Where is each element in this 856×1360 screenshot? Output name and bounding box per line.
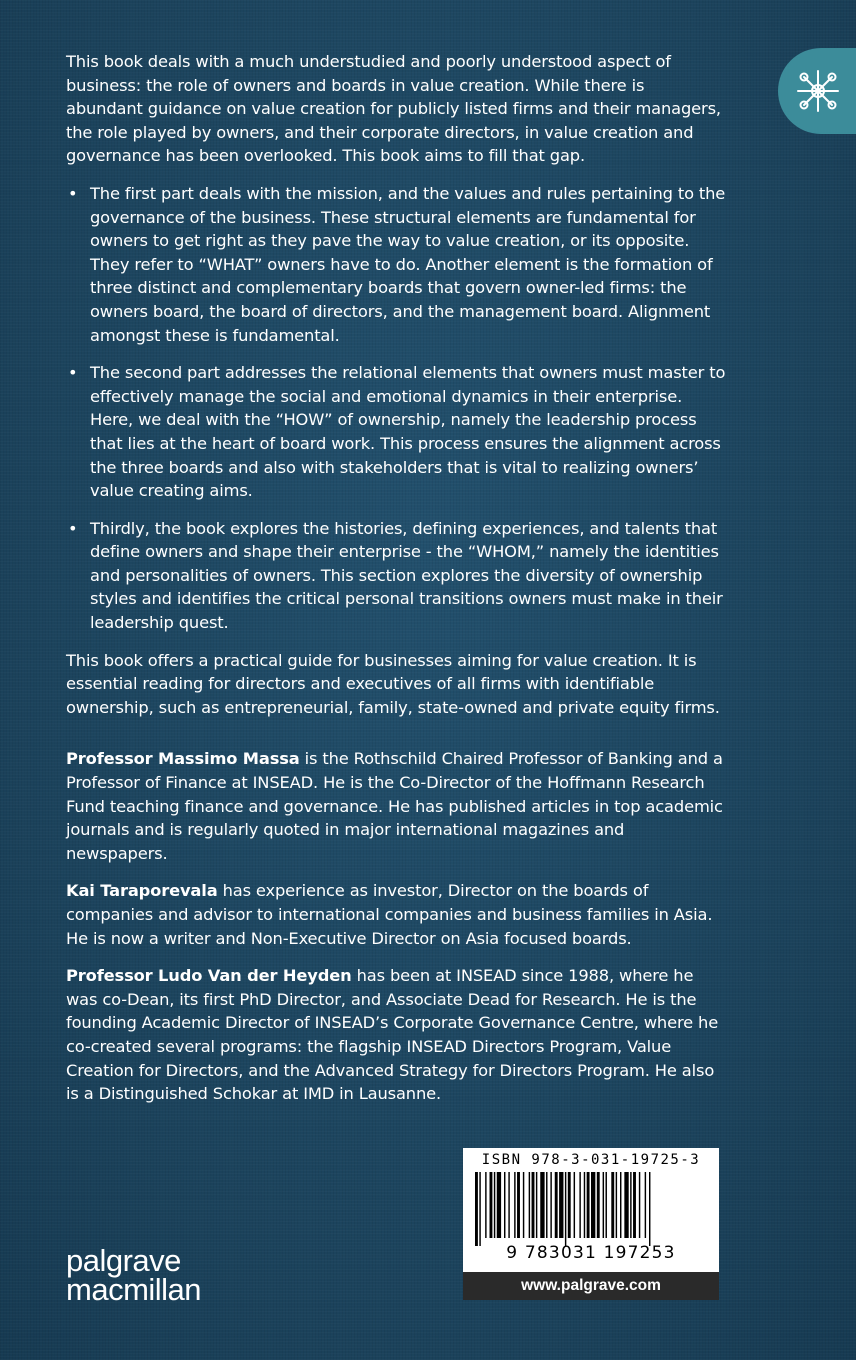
barcode-bar bbox=[559, 1172, 563, 1238]
author-name: Professor Ludo Van der Heyden bbox=[66, 966, 352, 986]
barcode-bar bbox=[523, 1172, 524, 1238]
bullet-marker: • bbox=[68, 518, 78, 538]
barcode-bar bbox=[584, 1172, 585, 1238]
summary-paragraph: This book offers a practical guide for businesses aiming for value creation. It is essential reading for directors and executives of all firms with identifiable ownership, such as entrepreneurial, family, state-owned and private equity firms. bbox=[66, 650, 720, 717]
barcode-bar bbox=[624, 1172, 628, 1238]
bullet-marker: • bbox=[68, 183, 78, 203]
barcode-bar bbox=[597, 1172, 600, 1238]
barcode-bar bbox=[649, 1172, 650, 1246]
barcode-bar bbox=[606, 1172, 607, 1238]
author-bio-van-der-heyden bbox=[66, 964, 726, 1106]
barcode-digits: 9 783031 197253 bbox=[506, 1243, 676, 1263]
barcode-bar bbox=[611, 1172, 614, 1238]
barcode-bar bbox=[555, 1172, 558, 1238]
barcode-bar bbox=[529, 1172, 530, 1238]
list-item bbox=[66, 517, 726, 635]
part-list bbox=[66, 182, 726, 635]
barcode-bar bbox=[591, 1172, 595, 1238]
author-name: Professor Massimo Massa bbox=[66, 749, 300, 769]
author-bio-taraporevala bbox=[66, 879, 726, 950]
barcode-bar bbox=[508, 1172, 509, 1238]
logo-line-palgrave: palgrave bbox=[66, 1243, 181, 1278]
publisher-logo bbox=[66, 1243, 202, 1307]
barcode-bar bbox=[633, 1172, 636, 1238]
barcode-bar bbox=[603, 1172, 604, 1238]
barcode-bar bbox=[475, 1172, 478, 1246]
author-bio-massa bbox=[66, 747, 726, 865]
author-bio-text: has been at INSEAD since 1988, where he was co-Dean, its first PhD Director, and Associate Dead for Research. He is the founding Academic Director of INSEAD’s Corporate Governance Centre, where he co-created several programs: the flagship INSEAD Directors Program, Value Creation for Directors, and the Advanced Strategy for Directors Program. He also is a Distinguished Schokar at IMD in Lausanne. bbox=[66, 966, 719, 1104]
barcode-bar bbox=[587, 1172, 590, 1238]
barcode-bar bbox=[550, 1172, 551, 1238]
list-item-text: Thirdly, the book explores the histories, defining experiences, and talents that define owners and shape their enterprise - the “WHOM,” namely the identities and personalities of owners. This section explores the diversity of ownership styles and identifies the critical personal transitions owners must make in their leadership quest. bbox=[90, 518, 723, 633]
list-item-text: The first part deals with the mission, and the values and rules pertaining to the governance of the business. These structural elements are fundamental for owners to get right as they pave the way to value creation, or its opposite. They refer to “WHAT” owners have to do. Another element is the formation of three distinct and complementary boards that govern owner-led firms: the owners board, the board of directors, and the management board. Alignment amongst these is fundamental. bbox=[90, 183, 726, 345]
logo-line-macmillan: macmillan bbox=[66, 1272, 202, 1307]
publisher-website: www.palgrave.com bbox=[463, 1272, 719, 1300]
list-item-text: The second part addresses the relational elements that owners must master to effectively manage the social and emotional dynamics in their enterprise. Here, we deal with the “HOW” of ownership, namely the leadership process that lies at the heart of board work. This process ensures the alignment across the three boards and also with stakeholders that is vital to realizing owners’ value creating aims. bbox=[90, 363, 726, 501]
bullet-marker: • bbox=[68, 363, 78, 383]
network-node-icon bbox=[792, 65, 844, 117]
barcode-bar bbox=[568, 1172, 571, 1238]
barcode-bar bbox=[532, 1172, 535, 1238]
barcode-bar bbox=[639, 1172, 640, 1238]
barcode-bar bbox=[536, 1172, 537, 1238]
barcode-icon bbox=[475, 1172, 707, 1246]
isbn-barcode-block bbox=[463, 1148, 719, 1300]
barcode-bar bbox=[514, 1172, 515, 1238]
list-item bbox=[66, 361, 726, 503]
barcode-bar bbox=[517, 1172, 520, 1238]
barcode-bar bbox=[490, 1172, 493, 1238]
barcode-bar bbox=[479, 1172, 480, 1246]
barcode-bar bbox=[565, 1172, 566, 1246]
barcode-bar bbox=[504, 1172, 505, 1238]
barcode-bar bbox=[620, 1172, 621, 1238]
barcode-bar bbox=[540, 1172, 544, 1238]
series-badge bbox=[778, 48, 856, 134]
author-name: Kai Taraporevala bbox=[66, 881, 218, 901]
barcode-bar bbox=[579, 1172, 580, 1238]
author-bio-text: has experience as investor, Director on the boards of companies and advisor to international companies and business families in Asia. He is now a writer and Non-Executive Director on Asia focused boards. bbox=[66, 881, 713, 948]
barcode-bar bbox=[645, 1172, 646, 1238]
isbn-label: ISBN 978-3-031-19725-3 bbox=[481, 1152, 701, 1168]
barcode-bar bbox=[574, 1172, 575, 1238]
barcode-bar bbox=[630, 1172, 631, 1238]
back-cover-text bbox=[66, 50, 726, 1120]
barcode-bar bbox=[616, 1172, 617, 1238]
barcode-bar bbox=[497, 1172, 501, 1238]
barcode-bar bbox=[485, 1172, 486, 1238]
barcode-bar bbox=[546, 1172, 547, 1238]
intro-paragraph: This book deals with a much understudied and poorly understood aspect of business: the role of owners and boards in value creation. While there is abundant guidance on value creation for publicly listed firms and their managers, the role played by owners, and their corporate directors, in value creation and governance has been overlooked. This book aims to fill that gap. bbox=[66, 52, 721, 166]
author-bio-text: is the Rothschild Chaired Professor of Banking and a Professor of Finance at INSEAD. He is the Co-Director of the Hoffmann Research Fund teaching finance and governance. He has published articles in top academic journals and is regularly quoted in major international magazines and newspapers. bbox=[66, 749, 723, 863]
barcode-bar bbox=[494, 1172, 495, 1238]
list-item bbox=[66, 182, 726, 347]
